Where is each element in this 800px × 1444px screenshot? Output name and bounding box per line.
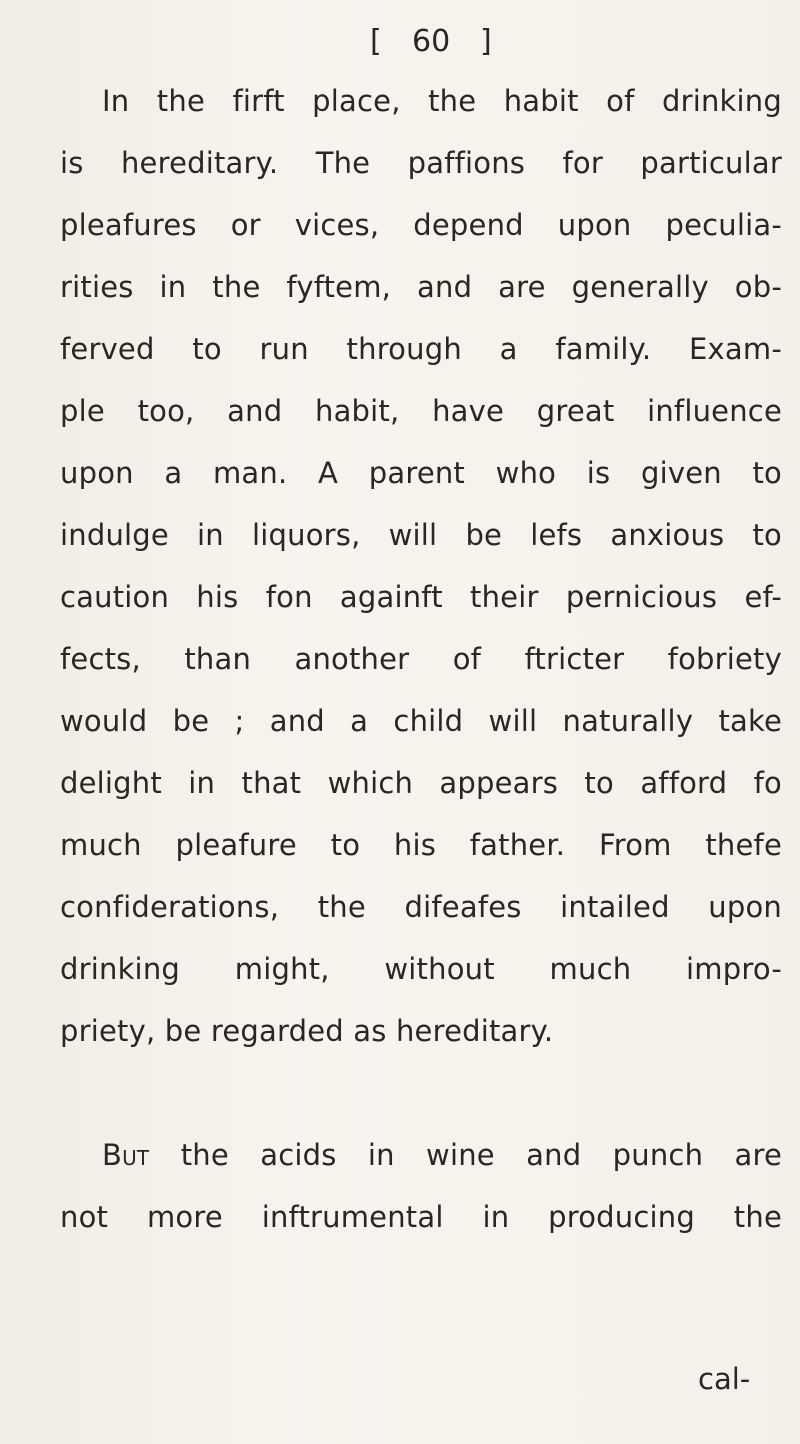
text-line: much pleafure to his father. From thefe bbox=[60, 828, 782, 862]
page-number: 60 bbox=[412, 24, 451, 59]
text-line: In the firft place, the habit of drinking bbox=[102, 84, 782, 118]
text-line: ferved to run through a family. Exam- bbox=[60, 332, 782, 366]
text-line: rities in the fyftem, and are generally ob- bbox=[60, 270, 782, 304]
text-line: drinking might, without much impro- bbox=[60, 952, 782, 986]
text-line: confiderations, the difeafes intailed upon bbox=[60, 890, 782, 924]
text-line bbox=[60, 1124, 782, 1186]
text-line: caution his fon againft their pernicious ef- bbox=[60, 580, 782, 614]
text-line: not more inftrumental in producing the bbox=[60, 1200, 782, 1234]
bracket-open: [ bbox=[370, 24, 382, 59]
text-line: pleafures or vices, depend upon peculia- bbox=[60, 208, 782, 242]
page-header bbox=[0, 12, 800, 72]
text-line: upon a man. A parent who is given to bbox=[60, 456, 782, 490]
small-caps-word: But bbox=[102, 1138, 150, 1172]
bracket-close: ] bbox=[480, 24, 492, 59]
text-line: would be ; and a child will naturally take bbox=[60, 704, 782, 738]
paragraph-gap bbox=[60, 1062, 782, 1124]
text-line-rest: the acids in wine and punch are bbox=[149, 1138, 782, 1172]
catchword: cal- bbox=[698, 1362, 751, 1396]
text-line: priety, be regarded as hereditary. bbox=[60, 1014, 554, 1048]
text-line: ple too, and habit, have great influence bbox=[60, 394, 782, 428]
text-line: is hereditary. The paffions for particular bbox=[60, 146, 782, 180]
text-line: indulge in liquors, will be lefs anxious to bbox=[60, 518, 782, 552]
body-text bbox=[60, 70, 782, 1248]
text-line: delight in that which appears to afford fo bbox=[60, 766, 782, 800]
text-line: fects, than another of ftricter fobriety bbox=[60, 642, 782, 676]
